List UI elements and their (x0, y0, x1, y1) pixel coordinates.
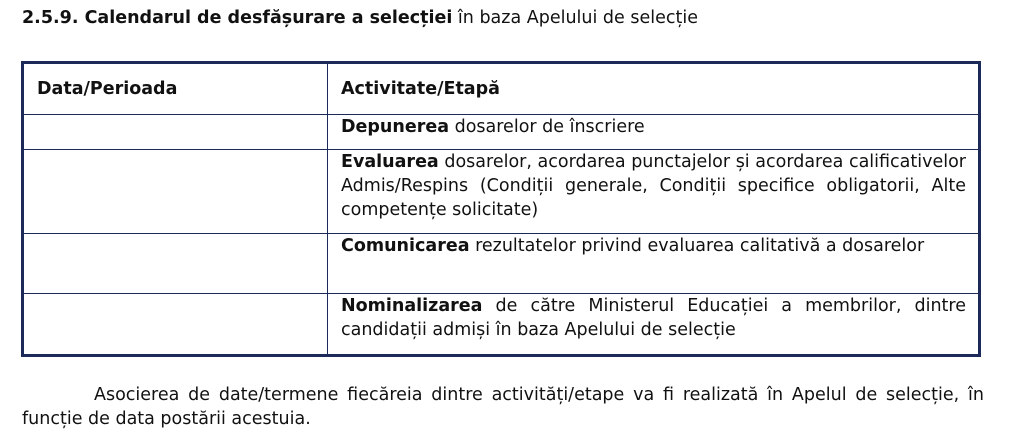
schedule-table (21, 61, 981, 357)
activity-cell (328, 115, 980, 150)
table-header-row (23, 63, 980, 115)
table-row (23, 115, 980, 150)
header-date-period: Data/Perioada (23, 63, 328, 115)
note-paragraph: Asocierea de date/termene fiecăreia dintre activități/etape va fi realizată în Apelul de selecție, în funcție de data postării acestuia. (22, 385, 984, 429)
date-cell (23, 115, 328, 150)
activity-cell (328, 234, 980, 294)
table-row (23, 150, 980, 234)
activity-text: rezultatelor privind evaluarea calitativă a dosarelor (469, 236, 925, 256)
date-cell (23, 294, 328, 356)
date-cell (23, 150, 328, 234)
section-heading (22, 7, 698, 29)
header-activity-stage: Activitate/Etapă (328, 63, 980, 115)
activity-term: Comunicarea (341, 236, 470, 256)
activity-text: dosarelor de înscriere (449, 117, 645, 137)
activity-cell (328, 150, 980, 234)
activity-term: Depunerea (341, 117, 450, 137)
activity-text: dosarelor, acordarea punctajelor și acordarea calificativelor Admis/Respins (Condiții generale, Condiții specifice obligatorii, Alte competențe solicitate) (341, 152, 966, 220)
table-row (23, 294, 980, 356)
activity-term: Evaluarea (341, 152, 439, 172)
activity-cell (328, 294, 980, 356)
activity-term: Nominalizarea (341, 296, 483, 316)
table-row (23, 234, 980, 294)
activity-text: de către Ministerul Educației a membrilor, dintre candidații admiși în baza Apelului de selecție (341, 296, 966, 340)
section-heading-bold: 2.5.9. Calendarul de desfășurare a selecției (22, 8, 453, 28)
section-heading-regular: în baza Apelului de selecție (452, 8, 698, 28)
date-cell (23, 234, 328, 294)
